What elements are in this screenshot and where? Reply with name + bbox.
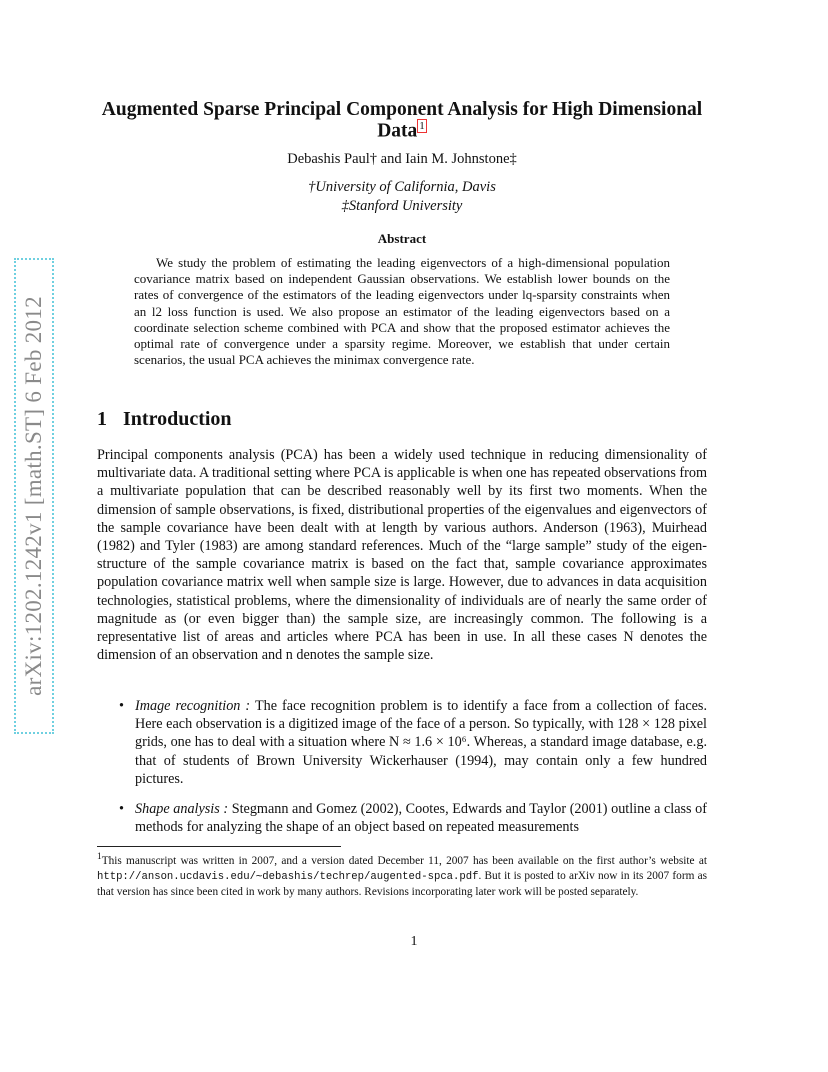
arxiv-identifier-stamp[interactable] <box>14 258 54 734</box>
footnote-mark: 1 <box>97 852 102 862</box>
list-item-text: Stegmann and Gomez (2002), Cootes, Edwards and Taylor (2001) outline a class of methods for analyzing the shape of an object based on repeated measurements <box>135 801 707 836</box>
paper-title <box>100 100 704 141</box>
title-footnote-link[interactable]: 1 <box>419 120 425 132</box>
intro-paragraph: Principal components analysis (PCA) has been a widely used technique in reducing dimensionality of multivariate data. A traditional setting where PCA is applicable is when one has repeated observations from a multivariate population that can be described reasonably well by its first two moments. When the dimension of sample observations, is fixed, distributional properties of the eigenvalues and eigenvectors of the sample covariance have been dealt with at length by various authors. Anderson (1963), Muirhead (1982) and Tyler (1983) are among standard references. Much of the “large sample” study of the eigen-structure of the sample covariance matrix is based on the fact that, sample covariance approximates population covariance matrix well when sample size is large. However, due to advances in data acquisition technologies, statistical problems, where the dimensionality of individuals are of nearly the same order of magnitude as (or even bigger than) the sample size, are increasingly common. The following is a representative list of areas and articles where PCA has been in use. In all these cases N denotes the dimension of an observation and n denotes the sample size. <box>97 447 707 664</box>
abstract-heading: Abstract <box>377 231 427 246</box>
affiliation-stanford: ‡Stanford University <box>341 198 463 214</box>
footnote-divider <box>97 846 341 847</box>
abstract-text: We study the problem of estimating the leading eigenvectors of a high-dimensional population covariance matrix based on independent Gaussian observations. We establish lower bounds on the rates of convergence of the estimators of the leading eigenvectors under lq-sparsity constraints when an l2 loss function is used. We also propose an estimator of the leading eigenvectors based on a coordinate selection scheme combined with PCA and show that the proposed estimator achieves the optimal rate of convergence under a sparsity regime. Moreover, we establish that under certain scenarios, the usual PCA achieves the minimax convergence rate. <box>134 255 670 368</box>
list-item <box>97 697 707 788</box>
footnote-url-link[interactable]: http://anson.ucdavis.edu/∼debashis/techrep/augented-spca.pdf <box>97 870 479 883</box>
arxiv-identifier-text: arXiv:1202.1242v1 [math.ST] 6 Feb 2012 <box>21 296 46 696</box>
section-number: 1 <box>97 408 107 430</box>
footnote-text-after: . But it is posted to arXiv now in its 2007 form as that version has since been cited in work by many authors. Revisions incorporating later work will be posted separately. <box>97 869 707 898</box>
author-list: Debashis Paul† and Iain M. Johnstone‡ <box>287 151 517 167</box>
list-item-lead: Image recognition : <box>135 698 251 714</box>
paper-title-text: Augmented Sparse Principal Component Analysis for High Dimensional Data <box>101 99 703 142</box>
list-item <box>97 800 707 836</box>
footnote <box>97 850 707 900</box>
footnote-text-before: This manuscript was written in 2007, and a version dated December 11, 2007 has been available on the first author’s website at <box>101 854 707 867</box>
section-heading-introduction <box>97 408 232 431</box>
page-number: 1 <box>410 934 418 949</box>
list-item-lead: Shape analysis : <box>135 801 229 818</box>
list-item-text: The face recognition problem is to identify a face from a collection of faces. Here each observation is a digitized image of the face of a person. So typically, with 128 × 128 pixel grids, one has to deal with a situation where N ≈ 1.6 × 10⁶. Whereas, a standard image database, e.g. that of students of Brown University Wickerhauser (1994), may contain only a few hundred pictures. <box>135 698 707 787</box>
section-title: Introduction <box>123 408 232 430</box>
affiliation-davis: †University of California, Davis <box>308 179 496 195</box>
application-list <box>97 697 707 848</box>
